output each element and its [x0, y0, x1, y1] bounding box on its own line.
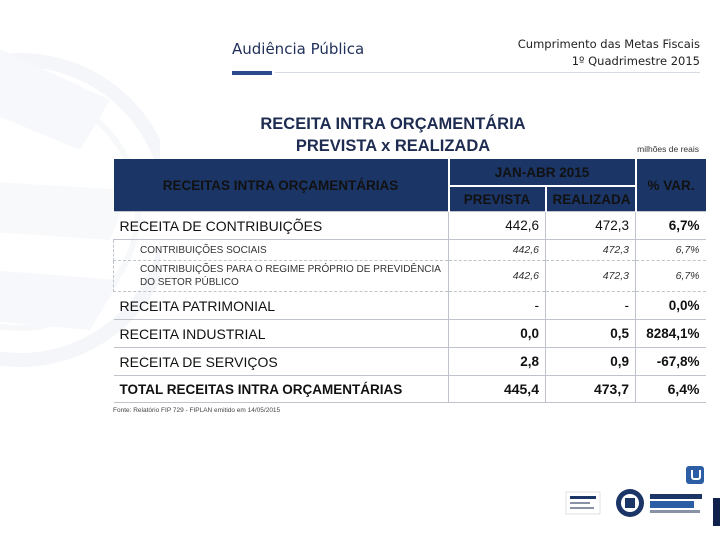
table-total-row — [114, 376, 706, 403]
row-prevista: 2,8 — [449, 348, 546, 376]
row-label: RECEITA DE CONTRIBUIÇÕES — [114, 212, 449, 240]
table-header-row — [114, 159, 706, 186]
table-row — [114, 261, 706, 292]
row-variation: 8284,1% — [636, 320, 706, 348]
revenue-table-figure — [113, 111, 705, 415]
row-realizada: 472,3 — [546, 261, 636, 292]
report-subtitle-line2: 1º Quadrimestre 2015 — [571, 54, 700, 68]
total-label: TOTAL RECEITAS INTRA ORÇAMENTÁRIAS — [114, 376, 449, 403]
column-header-period: JAN-ABR 2015 — [449, 159, 636, 186]
row-label: CONTRIBUIÇÕES PARA O REGIME PRÓPRIO DE PREVIDÊNCIA DO SETOR PÚBLICO — [114, 261, 449, 292]
table-title-line1: RECEITA INTRA ORÇAMENTÁRIA — [260, 115, 526, 133]
column-header-prevista: PREVISTA — [449, 186, 546, 212]
table-row — [114, 292, 706, 320]
source-note: Fonte: Relatório FIP 729 - FIPLAN emitido em 14/05/2015 — [113, 407, 281, 414]
table-row — [114, 320, 706, 348]
page-title: Audiência Pública — [232, 40, 365, 58]
row-variation: -67,8% — [636, 348, 706, 376]
row-prevista: 0,0 — [449, 320, 546, 348]
row-realizada: 0,5 — [546, 320, 636, 348]
mato-grosso-logo — [650, 494, 702, 499]
row-realizada: - — [546, 292, 636, 320]
table-row — [114, 348, 706, 376]
title-accent-bar — [232, 71, 272, 75]
row-prevista: 442,6 — [449, 212, 546, 240]
row-variation: 6,7% — [636, 240, 706, 261]
table-row — [114, 240, 706, 261]
report-subtitle — [518, 36, 700, 70]
total-realizada: 473,7 — [546, 376, 636, 403]
row-variation: 6,7% — [636, 261, 706, 292]
row-prevista: - — [449, 292, 546, 320]
total-prevista: 445,4 — [449, 376, 546, 403]
row-variation: 6,7% — [636, 212, 706, 240]
row-label: RECEITA INDUSTRIAL — [114, 320, 449, 348]
column-header-label: RECEITAS INTRA ORÇAMENTÁRIAS — [114, 159, 449, 212]
header-divider — [275, 72, 700, 73]
row-prevista: 442,6 — [449, 240, 546, 261]
revenue-table — [113, 159, 706, 403]
row-realizada: 472,3 — [546, 240, 636, 261]
row-label: CONTRIBUIÇÕES SOCIAIS — [114, 240, 449, 261]
column-header-variation: % VAR. — [636, 159, 706, 212]
corner-accent — [713, 498, 720, 526]
report-subtitle-line1: Cumprimento das Metas Fiscais — [517, 37, 700, 51]
footer-logos — [562, 486, 712, 520]
row-variation: 0,0% — [636, 292, 706, 320]
table-title-line2: PREVISTA x REALIZADA — [295, 137, 491, 155]
home-icon[interactable] — [686, 466, 704, 484]
table-row — [114, 212, 706, 240]
row-label: RECEITA DE SERVIÇOS — [114, 348, 449, 376]
row-label: RECEITA PATRIMONIAL — [114, 292, 449, 320]
column-header-realizada: REALIZADA — [546, 186, 636, 212]
row-prevista: 442,6 — [449, 261, 546, 292]
row-realizada: 472,3 — [546, 212, 636, 240]
unit-label: milhões de reais — [637, 144, 699, 154]
row-realizada: 0,9 — [546, 348, 636, 376]
total-variation: 6,4% — [636, 376, 706, 403]
